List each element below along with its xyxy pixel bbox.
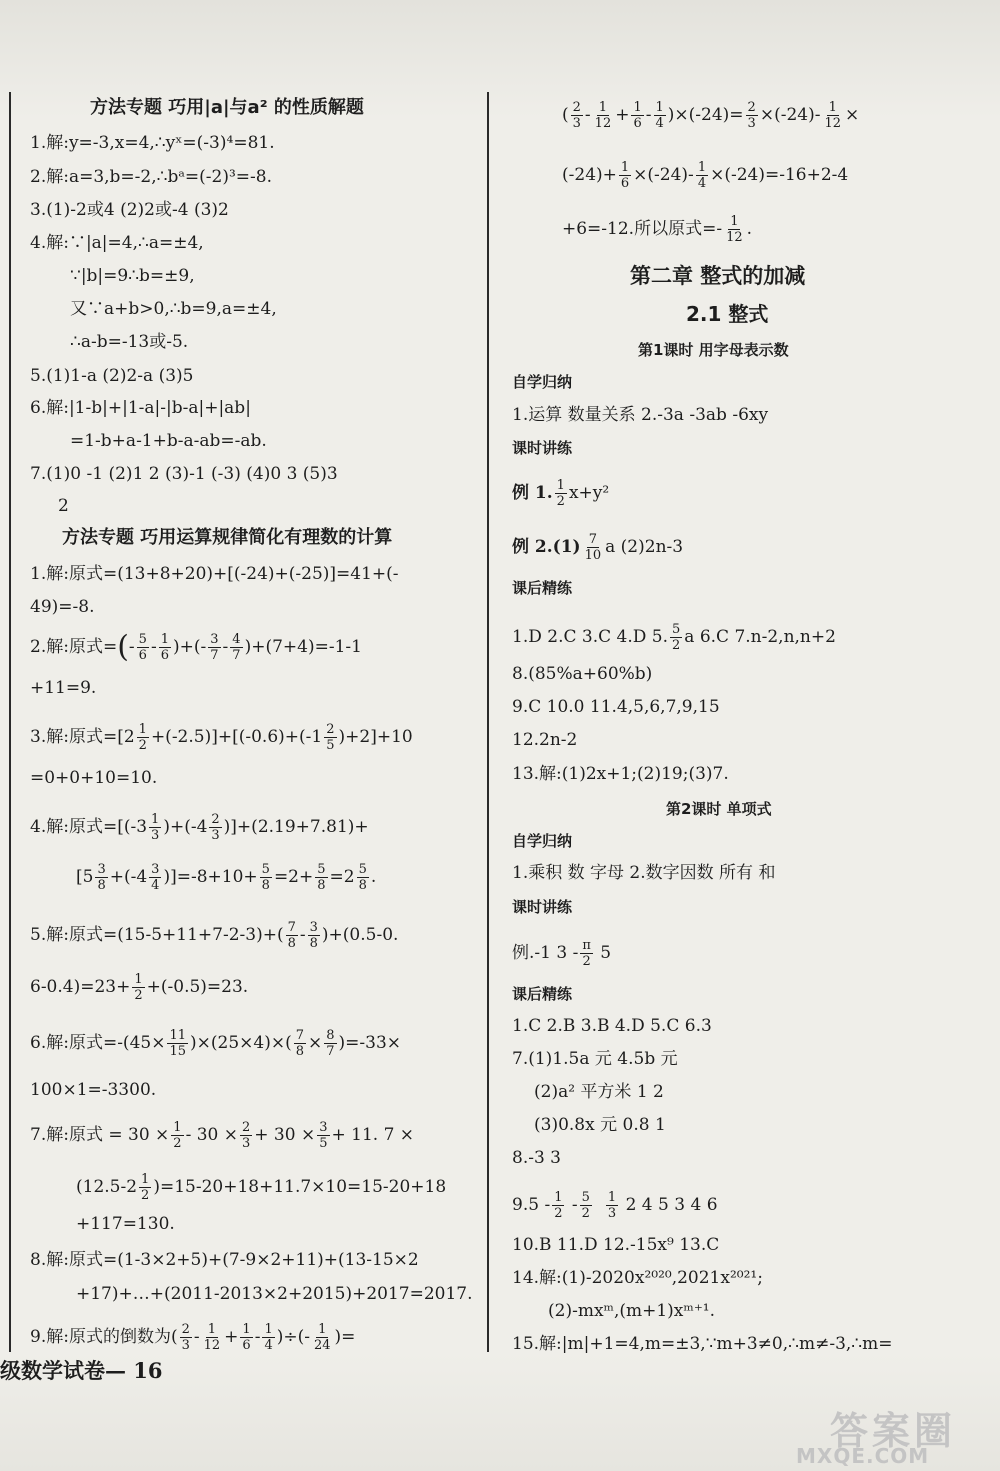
fraction: $\frac{7}{8}$ [287, 920, 296, 951]
answer-line-r3: +6=-12.所以原式=- $\frac{1}{12}$ . [562, 214, 753, 245]
subheading: 课后精练 [512, 985, 573, 1003]
answer-line-5b: 6-0.4)=23+ $\frac{1}{2}$ +(-0.5)=23. [30, 972, 249, 1003]
answer-line-r1: ( $\frac{2}{3}$ - $\frac{1}{12}$ + $\frac{1}{6}$ - $\frac{1}{4}$ )×(-24)= $\frac{2}{3}$ ×(-24)- $\frac{1}{12}$ × [562, 100, 860, 131]
answer-line-2: 2.解:原式=(- $\frac{5}{6}$ - $\frac{1}{6}$ )+(- $\frac{3}{7}$ - $\frac{4}{7}$ )+(7+4)=-1-1 [30, 629, 362, 665]
example-line: 例.-1 3 - $\frac{\pi}{2}$ 5 [512, 938, 612, 969]
fraction: $\frac{3}{5}$ [319, 1120, 328, 1151]
fraction: $\frac{8}{7}$ [326, 1028, 335, 1059]
fraction: $\frac{1}{2}$ [134, 972, 143, 1003]
example-line: 例 2.(1) $\frac{7}{10}$ a (2)2n-3 [512, 532, 684, 563]
column-divider [487, 92, 489, 1352]
fraction: $\frac{1}{3}$ [607, 1190, 617, 1221]
answer-line: 12.2n-2 [512, 730, 578, 750]
fraction: $\frac{5}{8}$ [358, 862, 367, 893]
fraction: $\frac{1}{6}$ [242, 1322, 251, 1353]
answer-line: 1.解:y=-3,x=4,∴yˣ=(-3)⁴=81. [30, 133, 275, 153]
answer-line-4b: [5 $\frac{3}{8}$ +(-4 $\frac{3}{4}$ )]=-8+10+ $\frac{5}{8}$ =2+ $\frac{5}{8}$ =2 $\frac{5}{8}$ . [76, 862, 377, 893]
answer-line: 1.D 2.C 3.C 4.D 5. $\frac{5}{2}$ a 6.C 7.n-2,n,n+2 [512, 622, 836, 653]
answer-line-5: 5.解:原式=(15-5+11+7-2-3)+( $\frac{7}{8}$ - $\frac{3}{8}$ )+(0.5-0. [30, 920, 399, 951]
fraction: $\frac{2}{3}$ [747, 100, 756, 131]
answer-line: 7.(1)0 -1 (2)1 2 (3)-1 (-3) (4)0 3 (5)3 [30, 464, 338, 484]
answer-line: 14.解:(1)-2020x²⁰²⁰,2021x²⁰²¹; [512, 1268, 763, 1288]
lesson-title: 第2课时 单项式 [666, 800, 772, 818]
fraction: $\frac{5}{8}$ [261, 862, 270, 893]
answer-line: 15.解:|m|+1=4,m=±3,∵m+3≠0,∴m≠-3,∴m= [512, 1334, 893, 1354]
answer-line-4: 4.解:原式=[(-3 $\frac{1}{3}$ )+(-4 $\frac{2}{3}$ )]+(2.19+7.81)+ [30, 812, 369, 843]
fraction: $\frac{3}{8}$ [97, 862, 106, 893]
answer-line: ∵|b|=9∴b=±9, [70, 266, 195, 286]
answer-line: 1.解:原式=(13+8+20)+[(-24)+(-25)]=41+(- [30, 564, 399, 584]
fraction: $\frac{1}{3}$ [151, 812, 160, 843]
answer-line: 2 [58, 496, 69, 516]
fraction: $\frac{2}{3}$ [181, 1322, 190, 1353]
answer-line-r2: (-24)+ $\frac{1}{6}$ ×(-24)- $\frac{1}{4}$ ×(-24)=-16+2-4 [562, 160, 849, 191]
answer-line: (2)a² 平方米 1 2 [534, 1082, 664, 1102]
answer-line: 1.C 2.B 3.B 4.D 5.C 6.3 [512, 1016, 712, 1036]
answer-line: 9.5 - $\frac{1}{2}$ - $\frac{5}{2}$ $\frac{1}{3}$ 2 4 5 3 4 6 [512, 1190, 718, 1221]
answer-line: 8.-3 3 [512, 1148, 561, 1168]
fraction: $\frac{3}{4}$ [151, 862, 160, 893]
subheading: 课后精练 [512, 579, 573, 597]
subheading: 课时讲练 [512, 898, 573, 916]
answer-line: 6.解:|1-b|+|1-a|-|b-a|+|ab| [30, 398, 251, 418]
answer-line-9: 9.解:原式的倒数为( $\frac{2}{3}$ - $\frac{1}{12}$ + $\frac{1}{6}$ - $\frac{1}{4}$ )÷(- $\frac{1}{24}$ )= [30, 1322, 356, 1353]
answer-line: (3)0.8x 元 0.8 1 [534, 1115, 666, 1135]
section-title: 2.1 整式 [686, 302, 769, 326]
answer-line: =0+0+10=10. [30, 768, 158, 788]
answer-line: 1.运算 数量关系 2.-3a -3ab -6xy [512, 405, 769, 425]
fraction: $\frac{1}{12}$ [824, 100, 842, 131]
subheading: 课时讲练 [512, 439, 573, 457]
fraction: $\frac{1}{4}$ [264, 1322, 273, 1353]
answer-line: 2.解:a=3,b=-2,∴bᵃ=(-2)³=-8. [30, 167, 272, 187]
fraction: $\frac{5}{8}$ [317, 862, 326, 893]
answer-line: 4.解:∵|a|=4,∴a=±4, [30, 233, 204, 253]
fraction: $\frac{7}{10}$ [584, 532, 602, 563]
fraction: $\frac{1}{2}$ [138, 722, 147, 753]
fraction: $\frac{1}{4}$ [655, 100, 664, 131]
fraction: $\frac{3}{7}$ [210, 632, 219, 663]
answer-line: +117=130. [76, 1214, 175, 1234]
fraction: $\frac{2}{5}$ [326, 722, 335, 753]
answer-line: 100×1=-3300. [30, 1080, 157, 1100]
answer-line: 13.解:(1)2x+1;(2)19;(3)7. [512, 764, 729, 784]
answer-line: ∴a-b=-13或-5. [70, 332, 189, 352]
answer-line: 1.乘积 数 字母 2.数字因数 所有 和 [512, 863, 776, 883]
example-line: 例 1. $\frac{1}{2}$ x+y² [512, 478, 610, 509]
fraction: $\frac{1}{2}$ [554, 1190, 563, 1221]
lesson-title: 第1课时 用字母表示数 [638, 341, 789, 359]
fraction: $\frac{1}{2}$ [141, 1172, 150, 1203]
fraction: $\frac{\pi}{2}$ [582, 938, 591, 969]
fraction: $\frac{2}{3}$ [572, 100, 581, 131]
answer-line: 9.C 10.0 11.4,5,6,7,9,15 [512, 697, 720, 717]
chapter-title: 第二章 整式的加减 [630, 264, 806, 288]
answer-line: 49)=-8. [30, 597, 95, 617]
answer-line: 5.(1)1-a (2)2-a (3)5 [30, 366, 194, 386]
subheading: 自学归纳 [512, 832, 573, 850]
fraction: $\frac{5}{6}$ [138, 632, 147, 663]
answer-line: 7.(1)1.5a 元 4.5b 元 [512, 1049, 678, 1069]
answer-line: 8.解:原式=(1-3×2+5)+(7-9×2+11)+(13-15×2 [30, 1250, 419, 1270]
fraction: $\frac{3}{8}$ [309, 920, 318, 951]
answer-line: (2)-mxᵐ,(m+1)xᵐ⁺¹. [548, 1301, 716, 1321]
subheading: 自学归纳 [512, 373, 573, 391]
fraction: $\frac{7}{8}$ [295, 1028, 304, 1059]
fraction: $\frac{1}{2}$ [173, 1120, 182, 1151]
answer-line: 3.(1)-2或4 (2)2或-4 (3)2 [30, 200, 229, 220]
answer-line-7b: (12.5-2 $\frac{1}{2}$ )=15-20+18+11.7×10=15-20+18 [76, 1172, 447, 1203]
section-title-abs: 方法专题 巧用|a|与a² 的性质解题 [90, 97, 364, 118]
fraction: $\frac{1}{12}$ [594, 100, 612, 131]
page-footer: 级数学试卷— 16 [0, 1358, 163, 1383]
right-column [490, 0, 995, 1400]
section-title-rules: 方法专题 巧用运算规律简化有理数的计算 [62, 527, 393, 548]
fraction: $\frac{11}{15}$ [169, 1028, 186, 1059]
fraction: $\frac{4}{7}$ [232, 632, 241, 663]
fraction: $\frac{2}{3}$ [242, 1120, 251, 1151]
answer-line-3: 3.解:原式=[2 $\frac{1}{2}$ +(-2.5)]+[(-0.6)+(-1 $\frac{2}{5}$ )+2]+10 [30, 722, 413, 753]
fraction: $\frac{1}{6}$ [633, 100, 642, 131]
left-column [0, 0, 486, 1400]
answer-line: 8.(85%a+60%b) [512, 664, 653, 684]
answer-line: 又∵a+b>0,∴b=9,a=±4, [70, 299, 277, 319]
fraction: $\frac{1}{4}$ [697, 160, 707, 191]
fraction: $\frac{2}{3}$ [211, 812, 220, 843]
answer-line: 10.B 11.D 12.-15x⁹ 13.C [512, 1235, 720, 1255]
answer-line-7: 7.解:原式 = 30 × $\frac{1}{2}$ - 30 × $\frac{2}{3}$ + 30 × $\frac{3}{5}$ + 11. 7 × [30, 1120, 415, 1151]
answer-line: +17)+…+(2011-2013×2+2015)+2017=2017. [76, 1284, 473, 1304]
fraction: $\frac{1}{2}$ [556, 478, 565, 509]
fraction: $\frac{5}{2}$ [672, 622, 681, 653]
fraction: $\frac{1}{12}$ [203, 1322, 221, 1353]
fraction: $\frac{1}{24}$ [314, 1322, 331, 1353]
watermark-logo: 答案圈 MXQE.COM [796, 1409, 957, 1468]
answer-line: =1-b+a-1+b-a-ab=-ab. [70, 431, 267, 451]
fraction: $\frac{1}{12}$ [726, 214, 743, 245]
fraction: $\frac{5}{2}$ [581, 1190, 590, 1221]
answer-line: +11=9. [30, 678, 97, 698]
fraction: $\frac{1}{6}$ [160, 632, 169, 663]
fraction: $\frac{1}{6}$ [620, 160, 630, 191]
answer-line-6: 6.解:原式=-(45× $\frac{11}{15}$ )×(25×4)×( $\frac{7}{8}$ × $\frac{8}{7}$ )=-33× [30, 1028, 402, 1059]
